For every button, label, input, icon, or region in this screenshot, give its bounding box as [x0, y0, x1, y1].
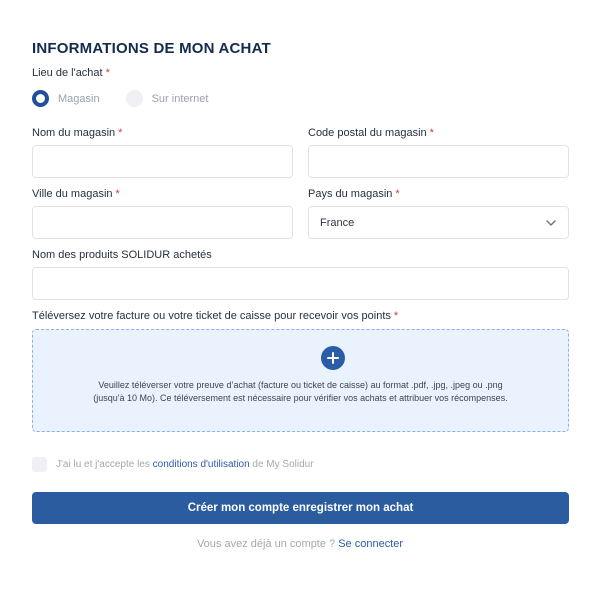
upload-dropzone[interactable] [32, 329, 569, 432]
plus-icon[interactable] [321, 346, 345, 370]
store-country-value: France [320, 217, 355, 229]
products-input[interactable] [32, 267, 569, 300]
page-title: INFORMATIONS DE MON ACHAT [32, 40, 271, 57]
store-name-input[interactable] [32, 145, 293, 178]
purchase-place-label: Lieu de l'achat * [32, 67, 110, 79]
purchase-place-radio-group [32, 90, 234, 107]
login-link[interactable]: Se connecter [338, 538, 404, 550]
chevron-down-icon [546, 219, 556, 227]
radio-magasin-label: Magasin [58, 92, 100, 105]
store-name-label: Nom du magasin * [32, 127, 123, 139]
radio-sur-internet[interactable] [126, 90, 209, 107]
radio-checked-icon[interactable] [32, 90, 49, 107]
store-country-label: Pays du magasin * [308, 188, 400, 200]
radio-magasin[interactable] [32, 90, 100, 107]
terms-checkbox[interactable] [32, 457, 47, 472]
terms-link[interactable]: conditions d'utilisation [152, 459, 250, 470]
login-prompt: Vous avez déjà un compte ? Se connecter [196, 538, 404, 550]
products-label: Nom des produits SOLIDUR achetés [32, 249, 212, 261]
upload-instructions: Veuillez téléverser votre preuve d’achat (facture ou ticket de caisse) au format .pdf, .jpg, .jpeg ou .png (jusqu'à 10 Mo). Ce téléversement est nécessaire pour vérifier vos achats et attribuer vos récompenses. [93, 380, 508, 403]
terms-text: J'ai lu et j'accepte les conditions d'utilisation de My Solidur [56, 459, 314, 470]
terms-row [32, 457, 314, 472]
store-country-select[interactable] [308, 206, 569, 239]
store-city-label: Ville du magasin * [32, 188, 120, 200]
submit-button[interactable]: Créer mon compte enregistrer mon achat [32, 492, 569, 524]
postal-code-input[interactable] [308, 145, 569, 178]
store-city-input[interactable] [32, 206, 293, 239]
postal-code-label: Code postal du magasin * [308, 127, 434, 139]
upload-label: Téléversez votre facture ou votre ticket de caisse pour recevoir vos points * [32, 310, 399, 322]
radio-sur-internet-label: Sur internet [151, 92, 209, 105]
radio-unchecked-icon[interactable] [126, 90, 143, 107]
